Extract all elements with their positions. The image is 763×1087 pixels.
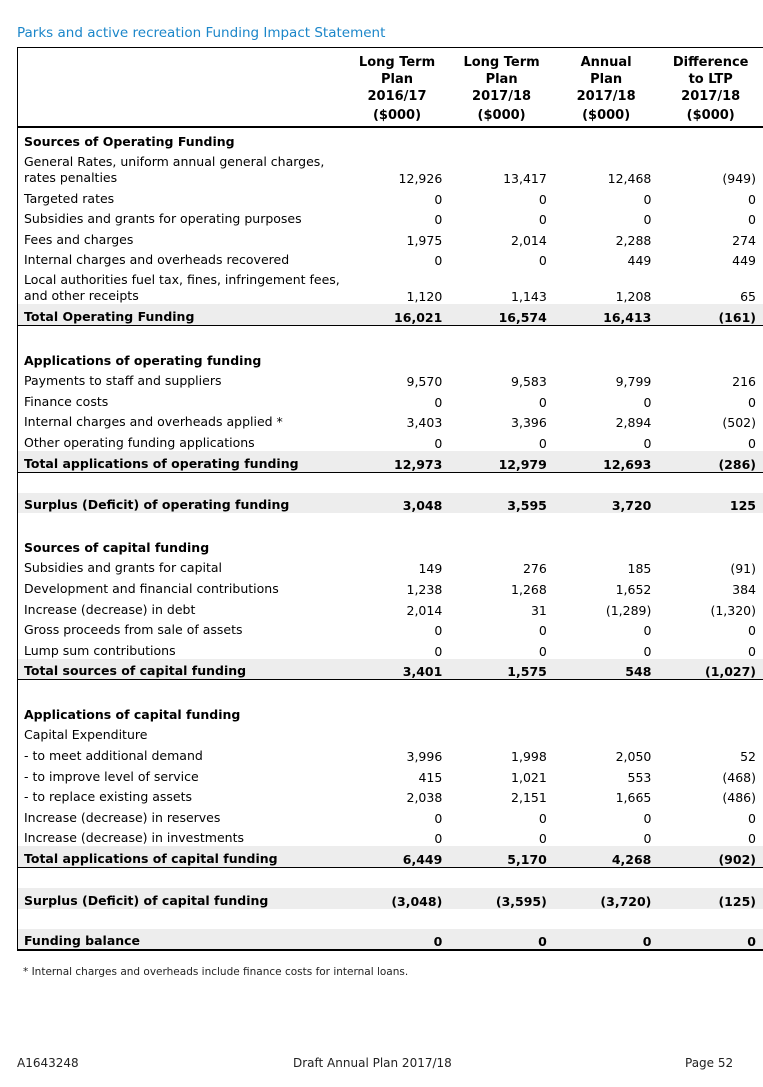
value-cell: 0 [538,191,547,207]
value-cell [345,868,450,889]
value-cell: 0 [748,191,756,207]
table-row [18,826,763,847]
value-cell [658,723,763,744]
table-row [18,227,763,248]
row-label: Payments to staff and suppliers [24,373,222,389]
row-label: Finance costs [24,393,109,409]
table-row [18,556,763,577]
document-id: A1643248 [17,1056,79,1070]
table-row [18,785,763,806]
row-label: Subsidies and grants for capital [24,560,223,576]
value-cell: 0 [449,929,554,951]
value-cell [554,127,659,150]
row-label [18,472,345,493]
spacer-row [18,472,763,493]
row-label [18,868,345,889]
value-cell: 0 [538,810,547,826]
row-label: Funding balance [18,929,345,951]
value-cell: 3,401 [345,659,450,680]
row-label [18,909,345,929]
value-cell: 0 [643,212,652,228]
column-header: Annual Plan 2017/18 [554,48,659,105]
value-cell: 0 [434,253,443,269]
value-cell: (91) [730,561,756,577]
spacer-row [18,909,763,929]
value-cell [658,534,763,556]
column-unit: ($000) [449,105,554,127]
table-row [18,888,763,909]
row-label: Capital Expenditure [24,727,148,743]
row-label: Sources of Operating Funding [24,134,235,149]
value-cell [345,723,450,744]
value-cell: 0 [345,929,450,951]
value-cell [449,513,554,534]
value-cell: 3,996 [406,749,443,765]
row-label: Surplus (Deficit) of operating funding [18,493,345,514]
row-label: Subsidies and grants for operating purposes [24,211,302,227]
value-cell: 1,665 [615,790,652,806]
value-cell: 0 [538,623,547,639]
value-cell: 3,048 [345,493,450,514]
row-label: Total applications of operating funding [18,451,345,472]
value-cell: 0 [748,643,756,659]
value-cell: (3,595) [449,888,554,909]
section-header-row [18,534,763,556]
row-label: Applications of operating funding [24,352,262,368]
value-cell [658,472,763,493]
value-cell: 2,038 [406,790,443,806]
value-cell: 449 [732,253,756,269]
row-label: Development and financial contributions [24,580,279,596]
value-cell: 9,570 [406,374,443,390]
table-row [18,389,763,410]
value-cell: 0 [554,929,659,951]
value-cell: 0 [434,394,443,410]
value-cell: 3,720 [554,493,659,514]
row-label: Increase (decrease) in reserves [24,809,221,825]
value-cell: 4,268 [554,846,659,867]
value-cell: 216 [732,374,756,390]
value-cell: 9,583 [511,374,547,390]
value-cell: (1,289) [605,602,652,618]
row-label [18,325,345,346]
row-label: - to replace existing assets [24,789,193,805]
spacer-row [18,680,763,701]
value-cell: 0 [748,810,756,826]
value-cell: (125) [658,888,763,909]
value-cell [449,472,554,493]
value-cell: 3,595 [449,493,554,514]
value-cell [554,325,659,346]
value-cell: 3,403 [406,415,443,431]
value-cell: 1,268 [511,581,547,597]
row-label [18,513,345,534]
page-number: Page 52 [685,1056,734,1070]
value-cell: 6,449 [345,846,450,867]
section-header-row [18,347,763,369]
table-row [18,764,763,785]
value-cell [658,909,763,929]
value-cell: 0 [434,191,443,207]
table-row [18,493,763,514]
value-cell: 274 [732,232,756,248]
value-cell: 0 [748,831,756,847]
value-cell: 12,468 [607,171,652,186]
value-cell: 0 [434,435,443,451]
table-row [18,207,763,228]
table-row [18,597,763,618]
value-cell: 0 [643,394,652,410]
row-label: Gross proceeds from sale of assets [24,622,243,638]
value-cell: 2,014 [511,232,547,248]
total-row [18,451,763,472]
value-cell: 0 [538,253,547,269]
row-label [18,680,345,701]
value-cell: 0 [434,623,443,639]
value-cell [658,701,763,723]
value-cell [449,680,554,701]
value-cell [449,868,554,889]
value-cell [345,513,450,534]
value-cell: 16,574 [449,304,554,325]
value-cell: (161) [658,304,763,325]
value-cell: 0 [643,623,652,639]
value-cell [345,347,450,369]
value-cell: 16,021 [345,304,450,325]
column-unit: ($000) [554,105,659,127]
section-header-row [18,127,763,150]
total-row [18,659,763,680]
value-cell: 0 [658,929,763,951]
row-label: Lump sum contributions [24,642,176,658]
units-row [18,105,763,127]
value-cell: 52 [740,749,756,765]
value-cell [345,534,450,556]
value-cell: (468) [722,769,756,785]
value-cell: 548 [554,659,659,680]
value-cell: 1,021 [511,769,547,785]
table-row [18,268,763,304]
column-header: Long Term Plan 2017/18 [449,48,554,105]
value-cell [554,868,659,889]
value-cell: 0 [643,810,652,826]
value-cell: 185 [627,561,652,577]
table-row [18,638,763,659]
table-row [18,186,763,207]
value-cell [345,680,450,701]
table-row [18,929,763,951]
table-row [18,369,763,390]
value-cell [449,325,554,346]
value-cell: (3,048) [345,888,450,909]
footnote: * Internal charges and overheads include finance costs for internal loans. [23,966,409,978]
table-row [18,150,763,186]
value-cell: 5,170 [449,846,554,867]
value-cell [449,723,554,744]
value-cell: 149 [418,561,443,577]
spacer-row [18,325,763,346]
row-label: Total Operating Funding [18,304,345,325]
value-cell [345,701,450,723]
value-cell: 0 [643,435,652,451]
value-cell [554,723,659,744]
value-cell: (1,320) [710,602,756,618]
value-cell: 12,973 [345,451,450,472]
value-cell [554,909,659,929]
value-cell: 16,413 [554,304,659,325]
value-cell: 1,208 [615,289,652,305]
value-cell: (502) [722,415,756,431]
value-cell [449,347,554,369]
column-header: Long Term Plan 2016/17 [345,48,450,105]
value-cell: 1,998 [511,749,547,765]
row-label: Applications of capital funding [24,706,241,722]
value-cell: 2,050 [615,749,652,765]
column-unit: ($000) [658,105,763,127]
value-cell [449,909,554,929]
table-row [18,430,763,451]
table-row [18,723,763,744]
value-cell: 276 [522,561,547,577]
value-cell [658,325,763,346]
value-cell [345,472,450,493]
row-label: Increase (decrease) in debt [24,601,196,617]
value-cell: 13,417 [503,171,547,186]
value-cell [554,534,659,556]
value-cell: 3,396 [511,415,547,431]
value-cell [449,127,554,150]
value-cell: 0 [434,212,443,228]
column-header: Difference to LTP 2017/18 [658,48,763,105]
value-cell: 415 [418,769,443,785]
value-cell: 1,975 [406,232,443,248]
value-cell [345,325,450,346]
total-row [18,846,763,867]
value-cell: (286) [658,451,763,472]
value-cell [554,513,659,534]
value-cell [554,701,659,723]
table-row [18,618,763,639]
row-label: - to improve level of service [24,768,199,784]
value-cell: 0 [748,394,756,410]
column-unit: ($000) [345,105,450,127]
row-label: Other operating funding applications [24,434,255,450]
value-cell: 0 [434,810,443,826]
row-label: Internal charges and overheads applied * [24,414,283,430]
total-row [18,304,763,325]
value-cell: 12,979 [449,451,554,472]
value-cell: 31 [530,602,547,618]
value-cell: 1,238 [406,581,443,597]
table-body [18,127,763,950]
value-cell: (486) [722,790,756,806]
value-cell: 553 [627,769,652,785]
value-cell: 125 [658,493,763,514]
table-row [18,743,763,764]
value-cell: (902) [658,846,763,867]
value-cell: 0 [748,623,756,639]
row-label: Local authorities fuel tax, fines, infringement fees, and other receipts [24,272,340,304]
value-cell: 65 [740,289,756,305]
value-cell [449,534,554,556]
value-cell: 12,926 [398,171,443,186]
table-row [18,410,763,431]
value-cell: 449 [627,253,652,269]
value-cell: 1,575 [449,659,554,680]
value-cell: (3,720) [554,888,659,909]
value-cell: 0 [538,831,547,847]
row-label: Surplus (Deficit) of capital funding [18,888,345,909]
value-cell [554,472,659,493]
row-label: Targeted rates [24,190,115,206]
value-cell: 0 [538,394,547,410]
value-cell: 0 [748,212,756,228]
column-header-row [18,48,763,105]
spacer-row [18,868,763,889]
value-cell: 384 [732,581,756,597]
table-row [18,248,763,269]
row-label: Fees and charges [24,231,134,247]
row-label: Sources of capital funding [24,539,210,555]
funding-impact-table [17,47,763,951]
value-cell: 2,151 [511,790,547,806]
value-cell: 0 [434,643,443,659]
value-cell [658,127,763,150]
value-cell: (949) [722,171,756,186]
document-title: Draft Annual Plan 2017/18 [293,1056,452,1070]
value-cell: 0 [643,831,652,847]
value-cell: 2,894 [615,415,652,431]
row-label: - to meet additional demand [24,748,203,764]
value-cell [658,680,763,701]
value-cell: 1,143 [511,289,547,305]
value-cell: 9,799 [615,374,652,390]
value-cell: 0 [538,212,547,228]
value-cell: 1,652 [615,581,652,597]
table-row [18,576,763,597]
value-cell [658,868,763,889]
page-title: Parks and active recreation Funding Impact Statement [17,25,386,41]
value-cell [658,513,763,534]
value-cell: 0 [538,643,547,659]
row-label: Total applications of capital funding [18,846,345,867]
value-cell [345,127,450,150]
row-label: Increase (decrease) in investments [24,830,244,846]
spacer-row [18,513,763,534]
value-cell: 0 [643,643,652,659]
value-cell: 12,693 [554,451,659,472]
value-cell: 1,120 [406,289,443,305]
row-label: Total sources of capital funding [18,659,345,680]
row-label: General Rates, uniform annual general charges, rates penalties [24,154,325,185]
section-header-row [18,701,763,723]
header-blank [18,48,345,105]
value-cell [345,909,450,929]
value-cell: 0 [643,191,652,207]
value-cell: 0 [748,435,756,451]
value-cell: 2,288 [615,232,652,248]
value-cell: 2,014 [406,602,443,618]
row-label: Internal charges and overheads recovered [24,252,290,268]
value-cell [554,347,659,369]
value-cell [554,680,659,701]
value-cell [449,701,554,723]
value-cell: 0 [434,831,443,847]
value-cell [658,347,763,369]
value-cell: 0 [538,435,547,451]
value-cell: (1,027) [658,659,763,680]
table-row [18,805,763,826]
